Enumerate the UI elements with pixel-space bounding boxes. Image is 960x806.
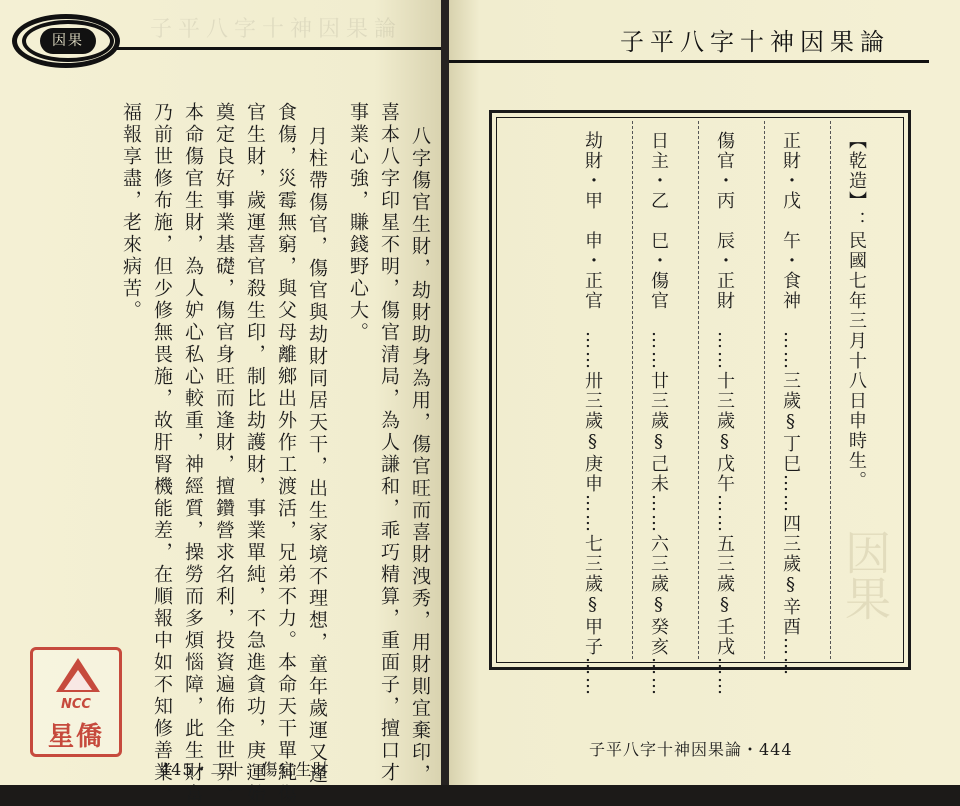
running-header-title: 子平八字十神因果論 bbox=[620, 28, 890, 56]
chart-pillar-year: 正財・戊 午・食神 ……三歲§丁巳……四三歲§辛酉…… bbox=[780, 131, 801, 677]
body-column-4: 月柱帶傷官，傷官與劫財同居天干，出生家境不理想，童年歲運又逢 bbox=[306, 126, 328, 786]
body-column-3: 事業心強，賺錢野心大。 bbox=[347, 102, 369, 344]
chart-pillar-day: 日主・乙 巳・傷官 ……廿三歲§己未……六三歲§癸亥…… bbox=[648, 131, 669, 697]
right-page bbox=[449, 0, 960, 785]
body-column-8: 本命傷官生財，為人妒心私心較重，神經質，操勞而多煩惱障，此生財富 bbox=[182, 102, 204, 806]
column-divider bbox=[698, 121, 699, 659]
logo-text: 因果 bbox=[40, 28, 96, 54]
body-column-10: 福報享盡，老來病苦。 bbox=[120, 102, 142, 322]
chart-pillar-hour: 劫財・甲 申・正官 ……卅三歲§庚申……七三歲§甲子…… bbox=[582, 131, 603, 697]
left-page bbox=[0, 0, 441, 806]
body-column-6: 官生財，歲運喜官殺生印，制比劫護財，事業單純，不急進貪功，庚運始 bbox=[244, 102, 266, 806]
column-divider bbox=[764, 121, 765, 659]
book-gutter bbox=[441, 0, 449, 785]
left-page-footer: 445・二十：傷官生財 bbox=[160, 760, 330, 779]
stamp-name: 星僑 bbox=[47, 722, 104, 752]
chart-title-column: 【乾造】：民國七年三月十八日申時生。 bbox=[846, 131, 867, 491]
right-page-footer: 子平八字十神因果論・444 bbox=[589, 740, 793, 759]
watermark-logo: 因果 bbox=[838, 529, 892, 621]
body-column-2: 喜本八字印星不明，傷官清局，為人謙和，乖巧精算，重面子，擅口才， bbox=[378, 102, 400, 806]
show-through-text: 子平八字十神因果論 bbox=[150, 17, 403, 42]
header-rule bbox=[115, 47, 441, 50]
ncc-stamp bbox=[30, 647, 122, 757]
chart-pillar-month: 傷官・丙 辰・正財 ……十三歲§戊午……五三歲§壬戌…… bbox=[714, 131, 735, 697]
body-column-5: 食傷，災霉無窮，與父母離鄉出外作工渡活，兄弟不力。本命天干單純傷 bbox=[275, 102, 297, 806]
stamp-code: NCC bbox=[61, 697, 91, 712]
body-column-7: 奠定良好事業基礎，傷官身旺而逢財，擅鑽營求名利，投資遍佈全世界。 bbox=[213, 102, 235, 806]
body-column-9: 乃前世修布施，但少修無畏施，故肝腎機能差，在順報中如不知修善業， bbox=[151, 102, 173, 806]
header-rule bbox=[449, 60, 929, 63]
publisher-logo bbox=[12, 14, 122, 70]
body-column-1: 八字傷官生財，劫財助身為用，傷官旺而喜財洩秀，用財則宜棄印， bbox=[409, 126, 431, 786]
column-divider bbox=[632, 121, 633, 659]
